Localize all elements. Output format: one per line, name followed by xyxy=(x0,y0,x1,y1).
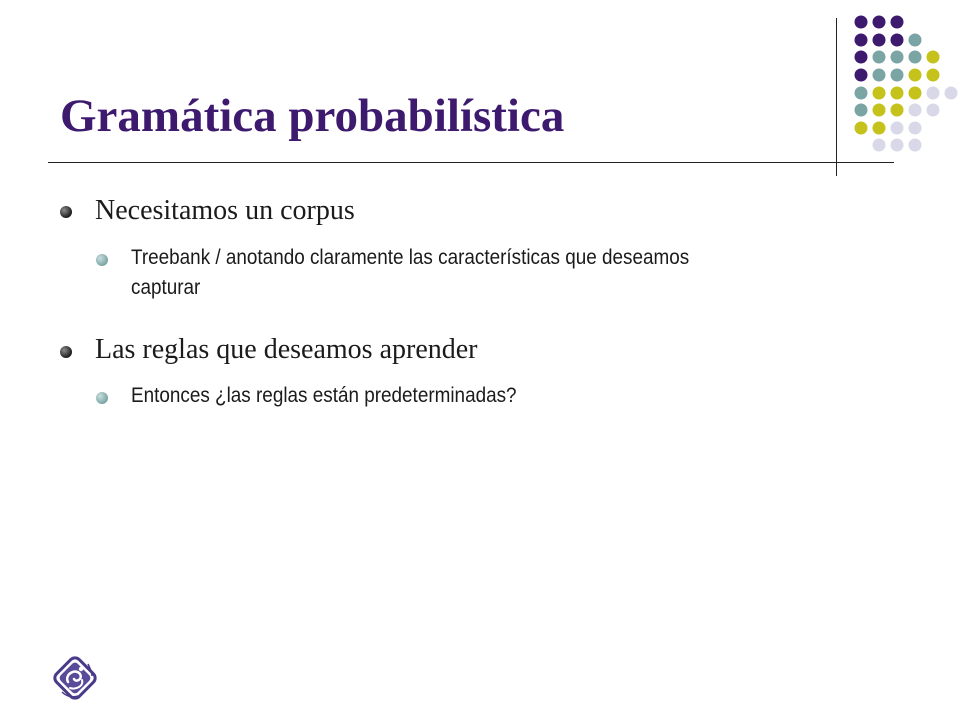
bullet-marker xyxy=(60,346,72,358)
decor-dot xyxy=(891,122,904,135)
decor-dot xyxy=(891,87,904,100)
decor-dot xyxy=(909,139,922,152)
decor-dot xyxy=(909,87,922,100)
decor-dot xyxy=(927,51,940,64)
sub-bullet-marker xyxy=(96,254,108,266)
decor-dot xyxy=(873,122,886,135)
decor-dot xyxy=(927,87,940,100)
decor-dot xyxy=(855,34,868,47)
decor-dot xyxy=(855,87,868,100)
bullet-item: Necesitamos un corpus xyxy=(95,195,355,226)
decor-dot xyxy=(909,69,922,82)
title-underline xyxy=(48,162,894,163)
decor-dot xyxy=(909,104,922,117)
decor-dot xyxy=(855,104,868,117)
decor-dot xyxy=(891,104,904,117)
bullet-item: Las reglas que deseamos aprender xyxy=(95,334,478,365)
decor-dot xyxy=(891,69,904,82)
sub-bullet-item: Entonces ¿las reglas están predeterminadas? xyxy=(131,384,517,407)
decor-dot xyxy=(891,139,904,152)
decor-dot xyxy=(855,122,868,135)
decor-dot xyxy=(891,16,904,29)
decor-dot xyxy=(855,69,868,82)
sub-bullet-item: Treebank / anotando claramente las características que deseamos capturar xyxy=(131,246,690,299)
decor-dot xyxy=(891,51,904,64)
decor-dot xyxy=(873,34,886,47)
decor-dot xyxy=(891,34,904,47)
vertical-rule xyxy=(836,18,837,176)
decor-dot xyxy=(873,87,886,100)
decor-dot xyxy=(927,104,940,117)
decor-dot xyxy=(909,122,922,135)
slide-title: Gramática probabilística xyxy=(60,90,565,142)
decor-dot xyxy=(873,139,886,152)
decor-dot xyxy=(873,104,886,117)
decor-dot xyxy=(945,87,958,100)
decor-dot xyxy=(873,16,886,29)
decor-dot xyxy=(873,69,886,82)
decor-dot xyxy=(927,69,940,82)
decor-dot xyxy=(873,51,886,64)
sub-bullet-marker xyxy=(96,392,108,404)
swirl-emblem-icon xyxy=(50,652,100,704)
decor-dot xyxy=(855,16,868,29)
bullet-marker xyxy=(60,206,72,218)
decor-dot xyxy=(909,51,922,64)
decor-dot xyxy=(855,51,868,64)
decor-dot xyxy=(909,34,922,47)
